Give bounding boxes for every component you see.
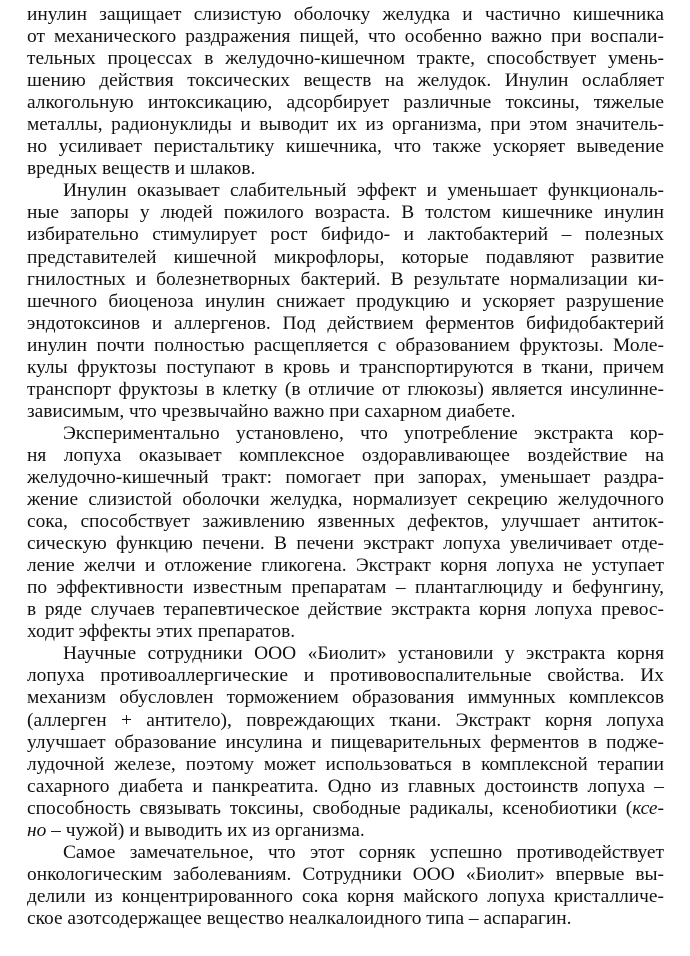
text-line: инулин почти полностью расщепляется с образованием фруктозы. Моле- [27,334,664,356]
text-line: металлы, радионуклиды и выводит их из организма, при этом значитель- [27,114,664,136]
text-line: онкологическим заболеваниям. Сотрудники ООО «Биолит» впервые вы- [27,863,664,885]
text-line: вредных веществ и шлаков. [27,158,256,180]
text-line: кулы фруктозы поступают в кровь и транспортируются в ткани, причем [27,356,664,378]
text-line: Самое замечательное, что этот сорняк успешно противодействует [63,841,664,863]
text-line: ня лопуха оказывает комплексное оздоравливающее воздействие на [27,444,664,466]
text-line: избирательно стимулирует рост бифидо- и лактобактерий – полезных [27,224,664,246]
paragraph-biolit-research [27,643,664,841]
text-line: жение слизистой оболочки желудка, нормализует секрецию желудочного [27,489,664,511]
text-line: Инулин оказывает слабительный эффект и уменьшает функциональ- [63,180,664,202]
text-line: от механического раздражения пищей, что особенно важно при воспали- [27,26,664,48]
text-line: Экспериментально установлено, что употребление экстракта кор- [63,422,664,444]
text-line: делили из концентрированного сока корня майского лопуха кристалличе- [27,885,664,907]
text-line: зависимым, что чрезвычайно важно при сахарном диабете. [27,400,516,422]
text-line: лудочной железе, поэтому может использоваться в комплексной терапии [27,753,664,775]
text-line-with-italic [27,798,664,820]
text-line-with-italic [27,820,664,842]
text-line: улучшает образование инсулина и пищеварительных ферментов в поджe- [27,731,664,753]
text-line: механизм обусловлен торможением образования иммунных комплексов [27,687,664,709]
text-line: представителей кишечной микрофлоры, которые подавляют развитие [27,246,664,268]
text-line: инулин защищает слизистую оболочку желудка и частично кишечника [27,4,664,25]
text-line: (аллерген + антитело), повреждающих ткани. Экстракт корня лопуха [27,709,664,731]
paragraph-burdock-extract [27,423,664,643]
text-line: сическую функцию печени. В печени экстракт лопуха увеличивает отде- [27,533,664,555]
text-line: желудочно-кишечный тракт: помогает при запорах, уменьшает раздра- [27,466,664,488]
text-line: шечного биоценоза инулин снижает продукцию и ускоряет разрушение [27,290,664,312]
text-line: по эффективности известным препаратам – плантаглюциду и бефунгину, [27,577,664,599]
text-line: эндотоксинов и аллергенов. Под действием ферментов бифидобактерий [27,312,664,334]
text-line: тельных процессах в желудочно-кишечном тракте, способствует умень- [27,48,664,70]
paragraph-inulin-laxative [27,180,664,423]
italic-term: но [27,819,47,841]
text-line: ление желчи и отложение гликогена. Экстракт корня лопуха не уступает [27,555,664,577]
text-line: гнилостных и болезнетворных бактерий. В результате нормализации ки- [27,268,664,290]
text-line: лопуха противоаллергические и противовоспалительные свойства. Их [27,665,664,687]
text-line: ходит эффекты этих препаратов. [27,621,296,643]
text-line: ные запоры у людей пожилого возраста. В толстом кишечнике инулин [27,202,664,224]
text-line: алкогольную интоксикацию, адсорбирует различные токсины, тяжелые [27,92,664,114]
text-line: в ряде случаев терапевтическое действие экстракта корня лопуха превос- [27,599,664,621]
text-line: шению действия токсических веществ на желудок. Инулин ослабляет [27,70,664,92]
text-line: сока, способствует заживлению язвенных дефектов, улучшает антиток- [27,511,664,533]
text-segment: способность связывать токсины, свободные радикалы, ксенобиотики ( [27,797,633,819]
text-line: Научные сотрудники ООО «Биолит» установили у экстракта корня [63,643,664,665]
italic-term: ксе- [632,797,664,819]
text-segment: – чужой) и выводить их из организма. [46,819,365,841]
text-line: транспорт фруктозы в клетку (в отличие от глюкозы) является инсулинне- [27,378,664,400]
text-line: сахарного диабета и панкреатита. Одно из главных достоинств лопуха – [27,775,664,797]
text-line: но усиливает перистальтику кишечника, что также ускоряет выведение [27,136,664,158]
text-line: ское азотсодержащее вещество неалкалоидного типа – аспарагин. [27,907,572,929]
paragraph-oncology [27,842,664,930]
paragraph-inulin-protection [27,4,664,180]
